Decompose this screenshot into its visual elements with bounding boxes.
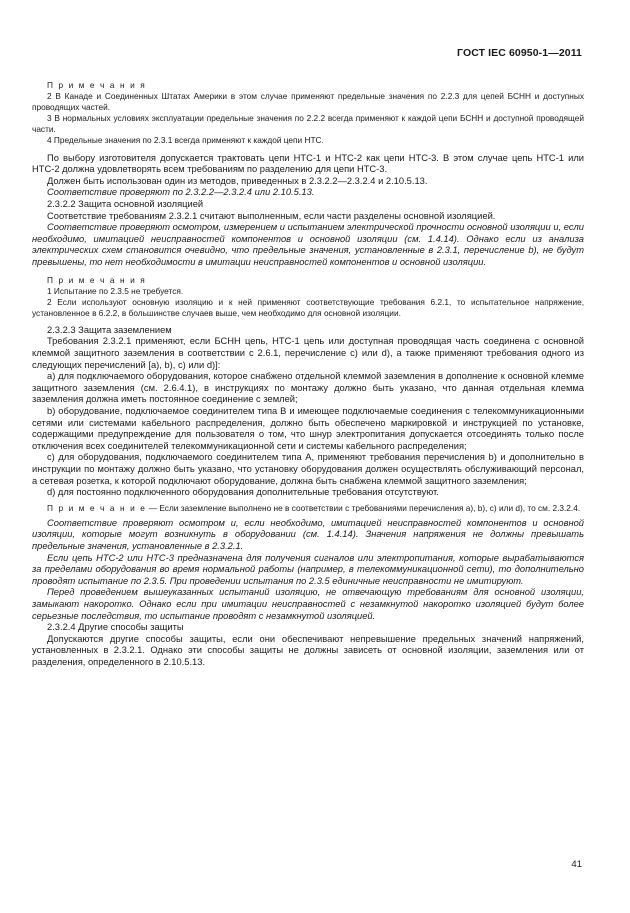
- paragraph: Должен быть использован один из методов, приведенных в 2.3.2.2—2.3.2.4 и 2.10.5.13.: [47, 175, 428, 186]
- note-inline: [32, 503, 584, 514]
- document-header: ГОСТ IEC 60950-1—2011: [457, 47, 582, 59]
- note-item: 2 В Канаде и Соединенных Штатах Америки в этом случае применяют предельные значения по 2.2.3 для цепей БСНН и доступных проводящих частей.: [32, 91, 584, 113]
- list-item: d) для постоянно подключенного оборудования дополнительные требования отсутствуют.: [47, 487, 439, 498]
- note-text: — Если заземление выполнено не в соответствии с требованиями перечисления а), b), с) или d), то см. 2.3.2.4.: [146, 502, 581, 513]
- note-item: 3 В нормальных условиях эксплуатации предельные значения по 2.2.2 всегда применяют к каждой цепи БСНН и доступной проводящей части.: [32, 113, 584, 135]
- list-item: b) оборудование, подключаемое соединителем типа В и имеющее подключаемые соединения с телекоммуникационными сетями или системами кабельного распределения, должно быть обеспечено маркировкой и инструкцией по установке, содержащими предупреждение для пользователя о том, что шнур электропитания допускается отсоединять только после отключения всех соединителей телекоммуникационной сети и системы кабельного распределения;: [32, 406, 584, 451]
- note-label: П р и м е ч а н и е: [47, 502, 147, 513]
- note-item: 4 Предельные значения по 2.3.1 всегда применяют к каждой цепи НТС.: [47, 135, 324, 146]
- section-heading-2324: 2.3.2.4 Другие способы защиты: [47, 622, 184, 633]
- paragraph: Соответствие требованиям 2.3.2.1 считают выполненным, если части разделены основной изоляцией.: [47, 210, 496, 221]
- paragraph: Требования 2.3.2.1 применяют, если БСНН цепь, НТС-1 цепь или доступная проводящая часть соединена с основной клеммой защитного заземления в соответствии с 2.6.1, перечисление с) или d), а также применяют требования одного из следующих перечислений [а), b), с) или d)]:: [32, 336, 584, 370]
- paragraph: По выбору изготовителя допускается трактовать цепи НТС-1 и НТС-2 как цепи НТС-3. В этом случае цепь НТС-1 или НТС-2 должна удовлетворять всем требованиям по разделению для цепи НТС-3.: [32, 152, 584, 175]
- list-item: а) для подключаемого оборудования, которое снабжено отдельной клеммой заземления в дополнение к основной клемме защитного заземления (см. 2.6.4.1), в инструкциях по монтажу должно быть указано, что данная отдельная клемма заземления должна иметь постоянное соединение с землей;: [32, 371, 584, 405]
- compliance-text: Перед проведением вышеуказанных испытаний изоляцию, не отвечающую требованиям для основной изоляции, замыкают накоротко. Однако если при имитации неисправностей с незамкнутой накоротко изоляцией будут более серьезные последствия, то испытание проводят с незамкнутой изоляцией.: [32, 587, 584, 621]
- note-title: П р и м е ч а н и я: [47, 80, 147, 90]
- list-item: с) для оборудования, подключаемого соединителем типа А, применяют требования перечисления b) и дополнительно в инструкции по монтажу должно быть указано, что установку оборудования должен осуществлять обслуживающий персонал, а сетевая розетка, к которой подключают оборудование, должна быть снабжена клеммой защитного заземления;: [32, 452, 584, 486]
- compliance-text: Если цепь НТС-2 или НТС-3 предназначена для получения сигналов или электропитания, которые вырабатываются за пределами оборудования во время нормальной работы (например, в телекоммуникационной сети), то дополнительно проводят испытание по 2.3.5. При проведении испытания по 2.3.5 единичные неисправности не имитируют.: [32, 552, 584, 586]
- note-item: 1 Испытание по 2.3.5 не требуется.: [47, 285, 184, 296]
- page-number: 41: [571, 859, 582, 870]
- note-item: 2 Если используют основную изоляцию и к ней применяют соответствующие требования 6.2.1, то испытательное напряжение, установленное в 6.2.2, в большинстве случаев выше, чем необходимо для основной изоляции.: [32, 296, 584, 318]
- compliance-text: Соответствие проверяют осмотром, измерением и испытанием электрической прочности основной изоляции и, если необходимо, имитацией неисправностей компонентов и основной изоляции (см. 1.4.14). Однако если из анализа электрических схем становится очевидно, что предельные значения, установленные в 2.3.1, перечисление b), не будут превышены, то нет необходимости в имитации неисправностей компонентов и основной изоляции.: [32, 222, 584, 267]
- page-content: [32, 80, 584, 669]
- compliance-text: Соответствие проверяют по 2.3.2.2—2.3.2.4 или 2.10.5.13.: [47, 187, 315, 198]
- paragraph: Допускаются другие способы защиты, если они обеспечивают непревышение предельных значений напряжений, установленных в 2.3.2.1. Однако эти способы защиты не должны зависеть от основной изоляции, заземления или от разделения, определенного в 2.10.5.13.: [32, 633, 584, 667]
- compliance-text: Соответствие проверяют осмотром и, если необходимо, имитацией неисправностей компонентов и основной изоляции, которые могут возникнуть в оборудовании (см. 1.4.14). Значения напряжения не должны превышать предельные значения, установленные в 2.3.2.1.: [32, 517, 584, 552]
- section-heading-2322: 2.3.2.2 Защита основной изоляцией: [47, 198, 204, 209]
- section-heading-2323: 2.3.2.3 Защита заземлением: [47, 324, 172, 335]
- note-title: П р и м е ч а н и я: [47, 274, 147, 285]
